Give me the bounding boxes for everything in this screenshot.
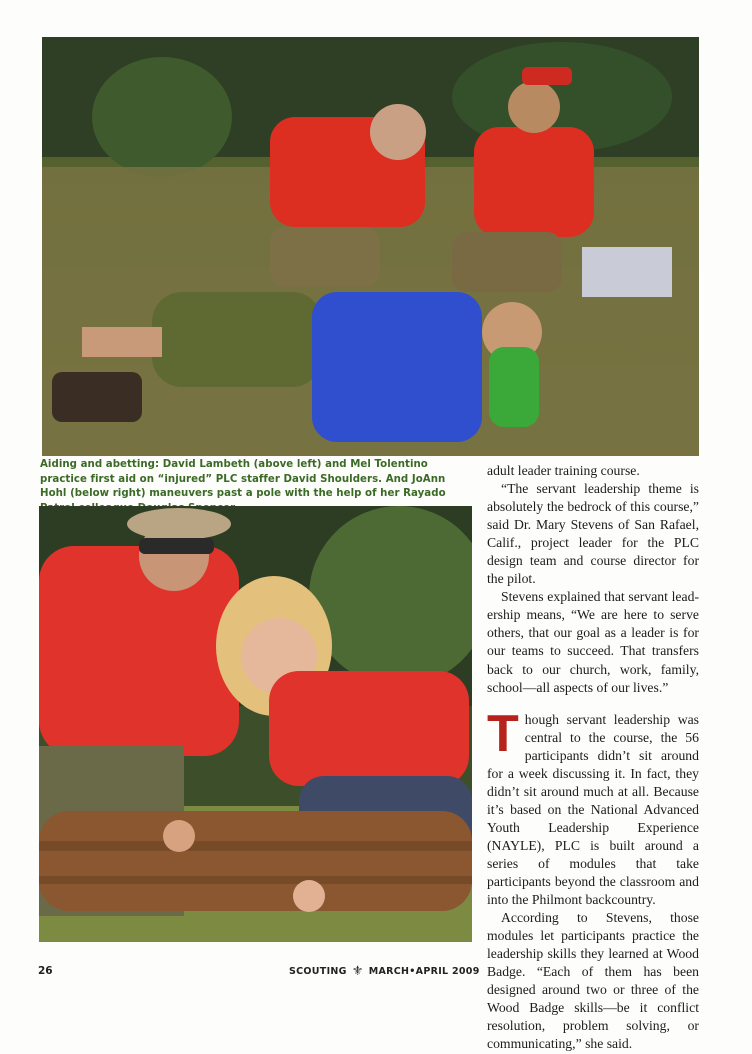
article-paragraph: According to Stevens, those modules let participants practice the leadership skills they learned at Wood Badge. “Each of them has been designed around two or three of the Wood Badge skills—be it conflict resolution, problem solving, or communicating,” she said. xyxy=(487,910,699,1052)
photo-log-carry xyxy=(39,506,472,942)
publication-line xyxy=(289,963,480,979)
fleur-de-lis-icon: ⚜ xyxy=(351,963,364,979)
page-footer xyxy=(0,963,752,979)
publication-name: SCOUTING xyxy=(289,966,347,977)
page-number: 26 xyxy=(38,965,53,977)
photo-first-aid xyxy=(42,37,699,456)
article-paragraph-text: hough servant leadership was central to the course, the 56 participants didn’t sit around for a week discussing it. In fact, they didn’t sit around much at all. Because it’s based on the National Advanced Youth Leadership Experience (NAYLE), PLC is built around a series of modules that take participants beyond the classroom and into the Philmont backcountry. xyxy=(487,711,699,908)
article-paragraph: adult leader training course. xyxy=(487,463,640,478)
article-paragraph: “The servant leadership theme is absolutely the bedrock of this course,” said Dr. Mary Stevens of San Rafael, Calif., project leader for the PLC design team and course director for the pilot. xyxy=(487,481,699,587)
drop-cap: T xyxy=(487,704,519,763)
article-paragraph-dropcap xyxy=(487,704,699,910)
issue-date: MARCH•APRIL 2009 xyxy=(368,966,480,977)
article-paragraph: Stevens explained that servant leadership means, “We are here to serve others, that our goal as a leader is for our teams to succeed. That transfers back to our church, work, family, school—all aspects of our lives.” xyxy=(487,589,699,695)
photo-caption: Aiding and abetting: David Lambeth (above left) and Mel Tolentino practice first aid on “injured” PLC staffer David Shoulders. And JoAnn Hohl (below right) maneuvers past a pole with the help of her Rayado xyxy=(40,459,446,499)
